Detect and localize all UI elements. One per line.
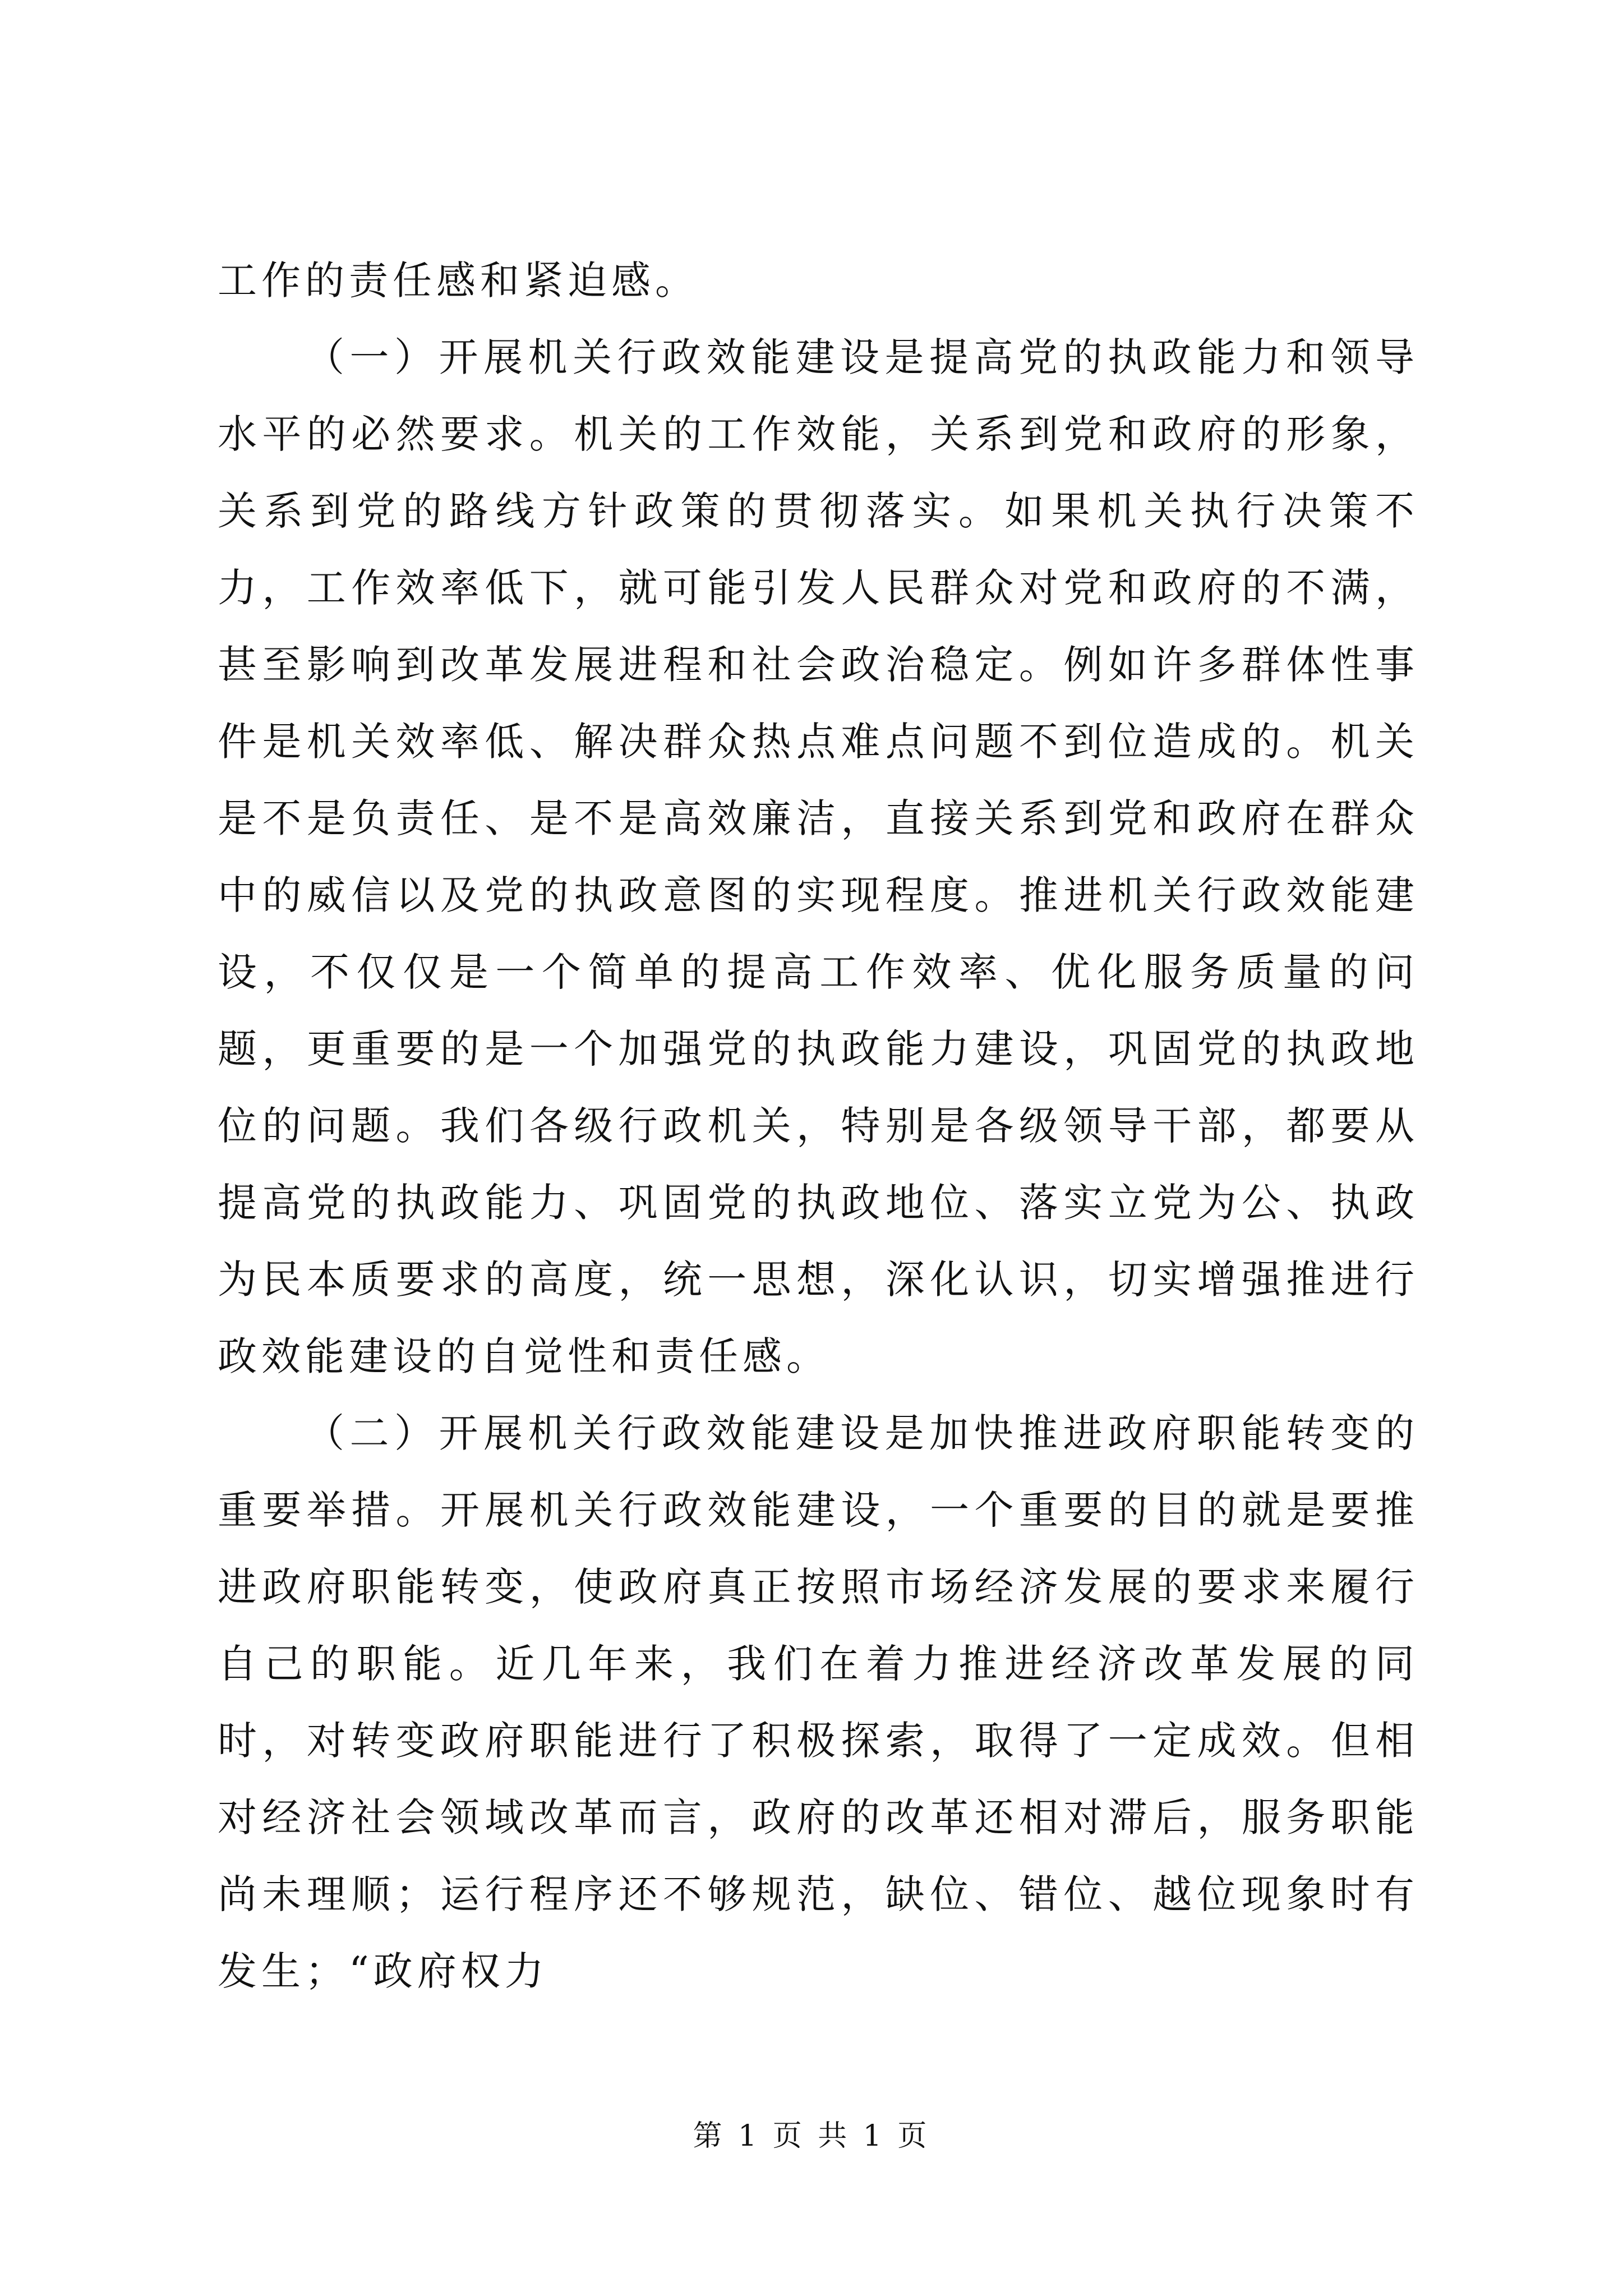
document-body xyxy=(218,242,1419,2010)
paragraph-section-one: （一）开展机关行政效能建设是提高党的执政能力和领导水平的必然要求。机关的工作效能，关系到党和政府的形象，关系到党的路线方针政策的贯彻落实。如果机关执行决策不力，工作效率低下，就可能引发人民群众对党和政府的不满，甚至影响到改革发展进程和社会政治稳定。例如许多群体性事件是机关效率低、解决群众热点难点问题不到位造成的。机关是不是负责任、是不是高效廉洁，直接关系到党和政府在群众中的威信以及党的执政意图的实现程度。推进机关行政效能建设，不仅仅是一个简单的提高工作效率、优化服务质量的问题，更重要的是一个加强党的执政能力建设，巩固党的执政地位的问题。我们各级行政机关，特别是各级领导干部，都要从提高党的执政能力、巩固党的执政地位、落实立党为公、执政为民本质要求的高度，统一思想，深化认识，切实增强推进行政效能建设的自觉性和责任感。 xyxy=(218,334,1419,1379)
paragraph-section-two: （二）开展机关行政效能建设是加快推进政府职能转变的重要举措。开展机关行政效能建设，一个重要的目的就是要推进政府职能转变，使政府真正按照市场经济发展的要求来履行自己的职能。近几年来，我们在着力推进经济改革发展的同时，对转变政府职能进行了积极探索，取得了一定成效。但相对经济社会领域改革而言，政府的改革还相对滞后，服务职能尚未理顺；运行程序还不够规范，缺位、错位、越位现象时有发生；“政府权力 xyxy=(218,1410,1419,1994)
page-number-footer: 第 1 页 共 1 页 xyxy=(693,2119,930,2153)
paragraph-continuation: 工作的责任感和紧迫感。 xyxy=(218,257,699,303)
